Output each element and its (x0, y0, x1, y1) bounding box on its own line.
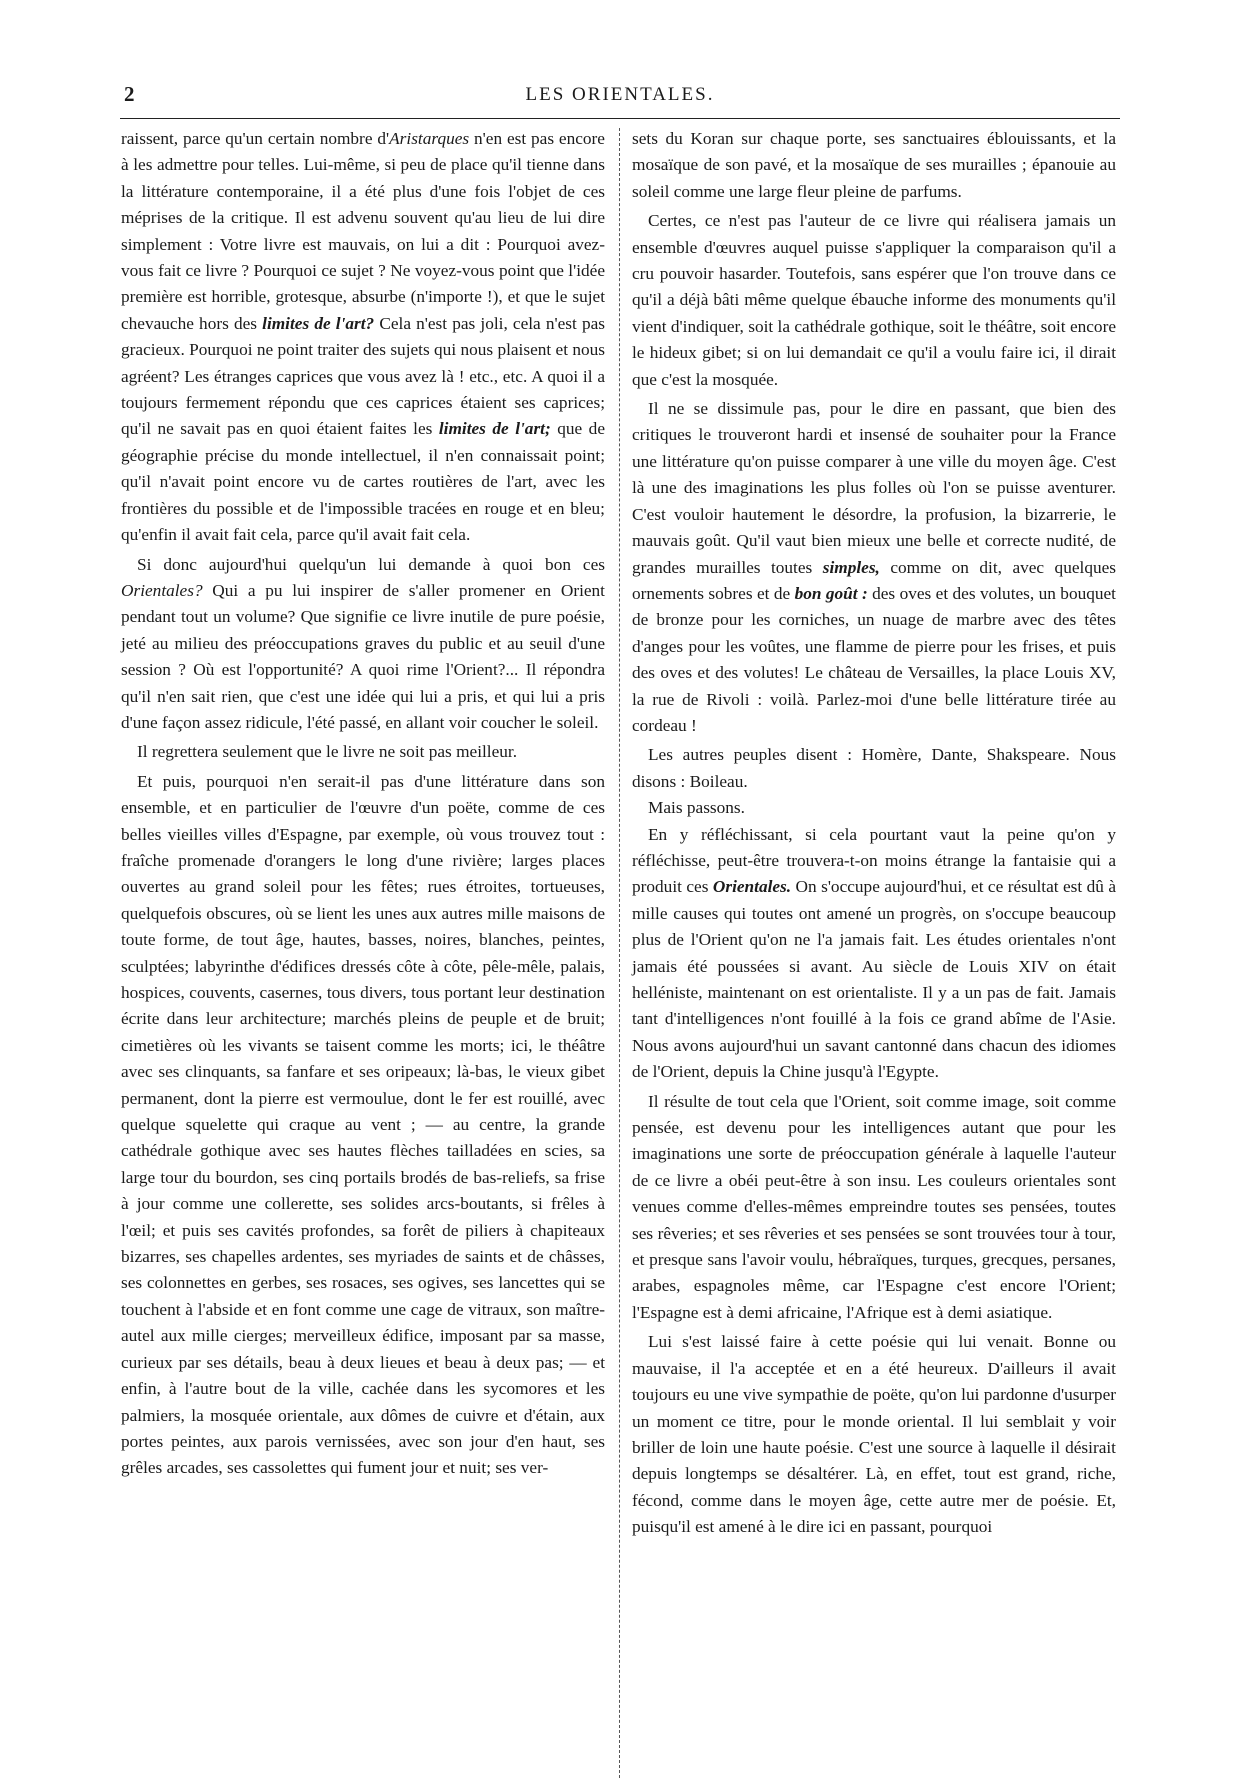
paragraph: sets du Koran sur chaque porte, ses sanctuaires éblouissants, et la mosaïque de son pavé, et la mosaïque de ses murailles ; épanouie au soleil comme une large fleur pleine de parfums. (632, 129, 1116, 201)
column-divider (619, 128, 620, 1778)
right-column (632, 126, 1116, 1541)
paragraph: Et puis, pourquoi n'en serait-il pas d'une littérature dans son ensemble, et en particulier de l'œuvre d'un poëte, comme de ces belles vieilles villes d'Espagne, par exemple, où vous trouvez tout : fraîche promenade d'orangers le long d'une rivière; larges places ouvertes au grand soleil pour les fêtes; rues étroites, tortueuses, quelquefois obscures, où se lient les unes aux autres mille maisons de toute forme, de tout âge, hautes, basses, noires, blanches, peintes, sculptées; labyrinthe d'édifices dressés côte à côte, pêle-mêle, palais, hospices, couvents, casernes, tous divers, tous portant leur destination écrite dans leur architecture; marchés pleins de peuple et de bruit; cimetières où les vivants se taisent comme les morts; ici, le théâtre avec ses clinquants, sa fanfare et ses oripeaux; là-bas, le vieux gibet permanent, dont la pierre est vermoulue, dont le fer est rouillé, avec quelque squelette qui craque au vent ; — au centre, la grande cathédrale gothique avec ses hautes flèches tailladées en scies, sa large tour du bourdon, ses cinq portails brodés de bas-reliefs, sa frise à jour comme une collerette, ses solides arcs-boutants, si frêles à l'œil; et puis ses cavités profondes, sa forêt de piliers à chapiteaux bizarres, ses chapelles ardentes, ses myriades de saints et de châsses, ses colonnettes en gerbes, ses rosaces, ses ogives, ses lancettes qui se touchent à l'abside et en font comme une cage de vitraux, son maître-autel aux mille cierges; merveilleux édifice, imposant par sa masse, curieux par ses détails, beau à deux lieues et beau à deux pas; — et enfin, à l'autre bout de la ville, cachée dans les sycomores et les palmiers, la mosquée orientale, aux dômes de cuivre et d'étain, aux portes peintes, aux parois vernissées, avec son jour d'en haut, ses grêles arcades, ses cassolettes qui fument jour et nuit; ses ver- (121, 771, 605, 1478)
paragraph: Certes, ce n'est pas l'auteur de ce livre qui réalisera jamais un ensemble d'œuvres auquel puisse s'appliquer la comparaison qu'il a cru pouvoir hasarder. Toutefois, sans espérer que l'on trouve dans ce qu'il a déjà bâti même quelque ébauche informe des monuments qu'il vient d'indiquer, soit la cathédrale gothique, soit le théâtre, soit encore le hideux gibet; si on lui demandait ce qu'il a voulu faire ici, il dirait que c'est la mosquée. (632, 211, 1116, 389)
paragraph: Il ne se dissimule pas, pour le dire en passant, que bien des critiques le trouveront hardi et insensé de souhaiter pour la France une littérature qu'on puisse comparer à une ville du moyen âge. C'est là une des imaginations les plus folles où l'on se puisse aventurer. C'est vouloir hautement le désordre, la profusion, la bizarrerie, le mauvais goût. Qu'il vaut bien mieux une belle et correcte nudité, de grandes murailles toutes simples, comme on dit, avec quelques ornements sobres et de bon goût : des oves et des volutes, un bouquet de bronze pour les corniches, un nuage de marbre avec des têtes d'anges pour les voûtes, une flamme de pierre pour les frises, et puis des oves et des volutes! Le château de Versailles, la place Louis XV, la rue de Rivoli : voilà. Parlez-moi d'une belle littérature tirée au cordeau ! (632, 399, 1116, 735)
paragraph: Si donc aujourd'hui quelqu'un lui demande à quoi bon ces Orientales? Qui a pu lui inspirer de s'aller promener en Orient pendant tout un volume? Que signifie ce livre inutile de pure poésie, jeté au milieu des préoccupations graves du public et au seuil d'une session ? Où est l'opportunité? A quoi rime l'Orient?... Il répondra qu'il n'en sait rien, que c'est une idée qui lui a pris, et qui lui a pris d'une façon assez ridicule, l'été passé, en allant voir coucher le soleil. (121, 554, 605, 732)
paragraph: Il résulte de tout cela que l'Orient, soit comme image, soit comme pensée, est devenu pour les intelligences autant que pour les imaginations une sorte de préoccupation générale à laquelle l'auteur de ce livre a obéi peut-être à son insu. Les couleurs orientales sont venues comme d'elles-mêmes empreindre toutes ses pensées, toutes ses rêveries; et ses rêveries et ses pensées se sont trouvées tour à tour, et presque sans l'avoir voulu, hébraïques, turques, grecques, persanes, arabes, espagnoles même, car l'Espagne c'est encore l'Orient; l'Espagne est à demi africaine, l'Afrique est à demi asiatique. (632, 1091, 1116, 1322)
paragraph: En y réfléchissant, si cela pourtant vaut la peine qu'on y réfléchisse, peut-être trouvera-t-on moins étrange la fantaisie qui a produit ces Orientales. On s'occupe aujourd'hui, et ce résultat est dû à mille causes qui toutes ont amené un progrès, on s'occupe beaucoup plus de l'Orient qu'on ne l'a jamais fait. Les études orientales n'ont jamais été poussées si avant. Au siècle de Louis XIV on était helléniste, maintenant on est orientaliste. Il y a un pas de fait. Jamais tant d'intelligences n'ont fouillé à la fois ce grand abîme de l'Asie. Nous avons aujourd'hui un savant cantonné dans chacun des idiomes de l'Orient, depuis la Chine jusqu'à l'Egypte. (632, 824, 1116, 1082)
header-rule (120, 118, 1120, 119)
running-title: LES ORIENTALES. (525, 84, 715, 105)
paragraph: Mais passons. (648, 798, 745, 818)
paragraph: Lui s'est laissé faire à cette poésie qui lui venait. Bonne ou mauvaise, il l'a acceptée et en a été heureux. D'ailleurs il avait toujours eu une vive sympathie de poëte, qu'on lui pardonne d'usurper un moment ce titre, pour le monde oriental. Il lui semblait y voir briller de loin une haute poésie. C'est une source à laquelle il désirait depuis longtemps se désaltérer. Là, en effet, tout est grand, riche, fécond, comme dans le moyen âge, cette autre mer de poésie. Et, puisqu'il est amené à le dire ici en passant, pourquoi (632, 1332, 1116, 1537)
paragraph: Il regrettera seulement que le livre ne soit pas meilleur. (137, 742, 518, 762)
left-column (121, 126, 605, 1482)
paragraph: raissent, parce qu'un certain nombre d'Aristarques n'en est pas encore à les admettre pour telles. Lui-même, si peu de place qu'il tienne dans la littérature contemporaine, il a été plus d'une fois l'objet de ces méprises de la critique. Il est advenu souvent qu'au lieu de lui dire simplement : Votre livre est mauvais, on lui a dit : Pourquoi avez-vous fait ce livre ? Pourquoi ce sujet ? Ne voyez-vous point que l'idée première est horrible, grotesque, absurbe (n'importe !), et que le sujet chevauche hors des limites de l'art? Cela n'est pas joli, cela n'est pas gracieux. Pourquoi ne point traiter des sujets qui nous plaisent et nous agréent? Les étranges caprices que vous avez là ! etc., etc. A quoi il a toujours fermement répondu que ces caprices étaient ses caprices; qu'il ne savait pas en quoi étaient faites les limites de l'art; que de géographie précise du monde intellectuel, il n'en connaissait point; qu'il n'avait point encore vu de cartes routières de l'art, avec les frontières du possible et de l'impossible tracées en rouge et en bleu; qu'enfin il avait fait cela, parce qu'il avait fait cela. (121, 129, 605, 545)
page-number: 2 (124, 82, 135, 106)
paragraph: Les autres peuples disent : Homère, Dante, Shakspeare. Nous disons : Boileau. (632, 745, 1116, 791)
